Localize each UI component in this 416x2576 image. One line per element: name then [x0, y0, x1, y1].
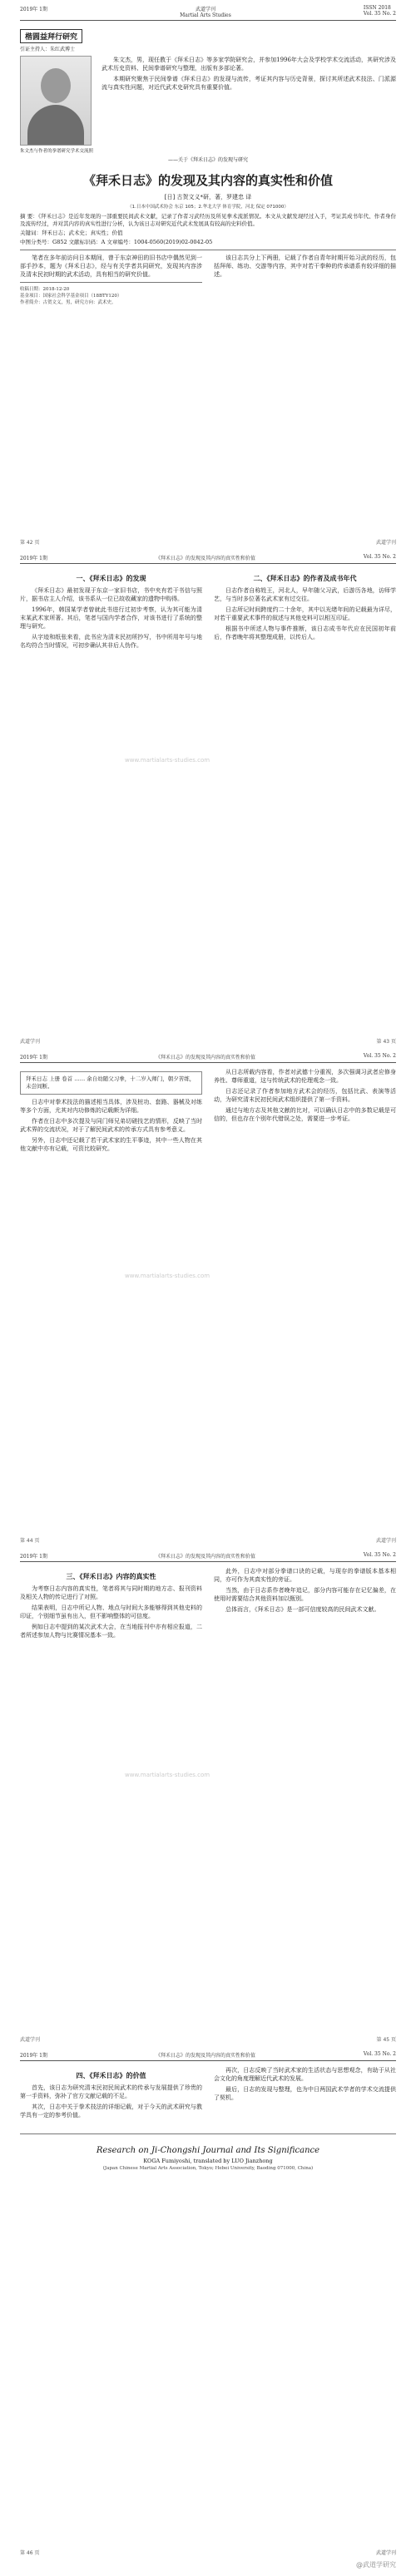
section-heading: 四、《拜禾日志》的价值 [76, 2072, 146, 2079]
host-intro [20, 56, 396, 154]
body-paragraph: 首先，该日志为研究清末民初民间武术的传承与发展提供了珍贵的第一手资料，弥补了官方文献记载的不足。 [20, 2084, 202, 2099]
page-5 [0, 2046, 416, 2576]
page-number: 第 43 页 [376, 1039, 396, 1045]
page-footer: 武道学刊 第 43 页 [20, 1039, 396, 1045]
portrait-caption: 朱文杰与作者的拳谱研究学术交流照 [20, 149, 94, 154]
keywords: 关键词：拜禾日志；武术史；真实性；价值 [20, 230, 123, 236]
watermark: www.martialarts-studies.com [125, 1273, 210, 1279]
abstract: 摘 要：《拜禾日志》是近年发现的一部重要民间武术文献，记录了作者习武经历及所见拳术流派情况。本文从文献发现经过入手，考证其成书年代、作者身份及流传经过，并对其内容的真实性进行分析，认为该日志对研究近代武术发展具有较高的史料价值。 [20, 213, 396, 227]
watermark: www.martialarts-studies.com [125, 757, 210, 764]
body-paragraph: 从日志所载内容看，作者对武德十分重视，多次强调习武者应修身养性、尊师重道，这与传统武术的伦理观念一致。 [214, 1069, 396, 1084]
body-paragraph: 此外，日志中对部分拳谱口诀的记载，与现存的拳谱版本基本相同，亦可作为其真实性的旁证。 [214, 1568, 396, 1583]
page-number: 第 44 页 [20, 1538, 40, 1544]
page-header [20, 5, 396, 21]
page-1 [0, 0, 416, 549]
body-paragraph: 其次，日志中关于拳术技法的详细记载，对于今天的武术研究与教学具有一定的参考价值。 [20, 2104, 202, 2119]
header-issue: 2019年 1期 [20, 7, 47, 12]
portrait-subtitle: ——关于《拜禾日志》的发现与研究 [167, 157, 248, 163]
body-columns [20, 254, 396, 306]
page-footer [20, 538, 396, 546]
header-vol: ISSN 2018 Vol. 35 No. 2 [363, 5, 396, 17]
page-number: 第 46 页 [20, 2550, 40, 2556]
body-paragraph: 从字迹和纸张来看，此书应为清末民初所抄写，书中所用年号与地名均符合当时情况，可初步确认其非后人伪作。 [20, 634, 202, 649]
footnote: 作者简介：古贺文义，男，研究方向：武术史。 [20, 300, 116, 305]
body-paragraph: 当然，由于日志系作者晚年追记，部分内容可能存在记忆偏差，在使用时需要结合其他资料加以甄别。 [214, 1587, 396, 1602]
body-paragraph: 最后，日志的发现与整理，也为中日两国武术学者的学术交流提供了契机。 [214, 2086, 396, 2101]
body-paragraph: 1996年，韩国某学者曾就此书进行过初步考察，认为其可能为清末某武术家所著。其后，笔者与国内学者合作，对该书进行了系统的整理与研究。 [20, 606, 202, 630]
source-brand: @武道学研究 [356, 2561, 396, 2569]
body-paragraph: 笔者在多年前访问日本期间，曾于东京神田的旧书店中偶然见到一部手抄本，题为《拜禾日志》，经与有关学者共同研究，发现其内容涉及清末民初时期的武术活动，具有相当的研究价值。 [20, 255, 202, 278]
body-column-left [20, 254, 202, 306]
page-2 [0, 549, 416, 1048]
section-heading: 二、《拜禾日志》的作者及成书年代 [253, 575, 357, 582]
body-paragraph: 总体而言，《拜禾日志》是一部可信度较高的民间武术文献。 [225, 1606, 380, 1613]
article-authors: [日] 古贺文义*研，著，罗建忠 译 [164, 194, 252, 200]
page-3 [0, 1048, 416, 1547]
body-column-right [214, 254, 396, 306]
body-paragraph: 日志作者自称姓王，河北人，早年随父习武，后游历各地，访师学艺，与当时多位著名武术家有过交往。 [214, 587, 396, 602]
page-header: 2019年 1期 《拜禾日志》的发现及其内容的真实性和价值 Vol. 35 No. 2 [20, 1053, 396, 1063]
watermark: www.martialarts-studies.com [125, 1772, 210, 1778]
article-title: 《拜禾日志》的发现及其内容的真实性和价值 [82, 173, 333, 188]
quoted-excerpt-box: 拜禾日志 上册 卷首 …… 余自幼随父习拳，十二岁入师门，朝夕苦练，未尝间断。 [20, 1071, 202, 1095]
body-paragraph: 通过与地方志及其他文献的比对，可以确认日志中的多数记载是可信的，但也存在个别年代错误之处，需要进一步考证。 [214, 1107, 396, 1122]
body-paragraph: 日志还记录了作者参加地方武术会的经历，包括比武、表演等活动，为研究清末民初民间武术组织提供了第一手资料。 [214, 1088, 396, 1103]
portrait-image [20, 56, 92, 146]
english-affiliation: (Japan Chinese Martial Arts Association, Tokyo; Hebei University, Baoding 071000, China) [102, 2166, 314, 2171]
english-title: Research on Ji-Chongshi Journal and Its Significance [96, 2146, 320, 2155]
body-paragraph: 日志所记时间跨度约二十余年，其中以光绪年间的记载最为详尽，对若干重要武术事件的叙述与其他史料可以相互印证。 [214, 606, 396, 621]
page-header: 2019年 1期 《拜禾日志》的发现及其内容的真实性和价值 Vol. 35 No. 2 [20, 2051, 396, 2061]
page-header: 2019年 1期 《拜禾日志》的发现及其内容的真实性和价值 Vol. 35 No. 2 [20, 554, 396, 564]
page-4 [0, 1547, 416, 2046]
body-paragraph: 为考察日志内容的真实性，笔者将其与同时期的地方志、报刊资料及相关人物的传记进行了对照。 [20, 1585, 202, 1600]
footer-journal: 武道学刊 [375, 540, 396, 546]
section-heading: 一、《拜禾日志》的发现 [76, 575, 146, 582]
page-footer: 第 44 页 武道学刊 [20, 1538, 396, 1544]
header-journal: 武道学刊 Martial Arts Studies [180, 7, 231, 18]
english-authors: KOGA Fumiyoshi, translated by LUO Jianzhong [143, 2158, 273, 2164]
intro-paragraph: 朱文杰，男，现任教于《拜禾日志》等多家学院研究会，并参加1996年大会及学校学术交流活动，其研究涉及武术历史资料、民间拳谱研究与整理，出版有多部论著。 [102, 57, 396, 72]
footnote: 基金项目：国家社会科学基金项目（18BTY120） [20, 294, 122, 299]
body-paragraph: 例如日志中提到的某次武术大会，在当地报刊中亦有相应报道，二者所述参加人物与比赛情况基本一致。 [20, 1624, 202, 1639]
body-paragraph: 再次，日志反映了当时武术家的生活状态与思想观念，有助于从社会文化的角度理解近代武术的发展。 [214, 2067, 396, 2082]
page-header: 2019年 1期 《拜禾日志》的发现及其内容的真实性和价值 Vol. 35 No. 2 [20, 1552, 396, 1562]
section-heading: 三、《拜禾日志》内容的真实性 [66, 1573, 156, 1580]
page-footer: 第 46 页 武道学刊 [20, 2550, 396, 2556]
classification: 中图分类号：G852 文献标识码：A 文章编号：1004-0560(2019)02-0042-05 [20, 239, 213, 245]
host-intro-text [102, 56, 396, 154]
body-paragraph: 结果表明，日志中所记人物、地点与时间大多能够得到其他史料的印证，个别细节虽有出入，但不影响整体的可信度。 [20, 1604, 202, 1619]
body-paragraph: 《拜禾日志》最初发现于东京一家旧书店，书中夹有若干书信与照片，据书店主人介绍，该书系从一位已故收藏家的遗物中购得。 [20, 587, 202, 602]
body-paragraph: 根据书中所述人物与事件推断，该日志成书年代应在民国初年前后，作者晚年将其整理成册，以传后人。 [214, 625, 396, 640]
column-host: 引证主持人：朱红武博士 [20, 47, 76, 52]
column-tag: 楷圆益拜行研究 [20, 29, 82, 43]
body-paragraph: 日志中对拳术技法的描述相当具体，涉及桩功、套路、器械及对练等多个方面，尤其对内功修炼的记载颇为详细。 [20, 1099, 202, 1114]
body-paragraph: 作者在日志中多次提及与同门师兄弟切磋技艺的情形，反映了当时武术界的交流状况，对于了解民间武术的传承方式具有参考意义。 [20, 1118, 202, 1133]
page-number: 第 45 页 [376, 2037, 396, 2043]
footnote: 收稿日期：2018-12-20 [20, 287, 70, 292]
body-paragraph: 另外，日志中还记载了若干武术家的生平事迹，其中一些人物在其他文献中亦有记载，可资比较研究。 [20, 1137, 202, 1152]
article-affiliation: （1.日本中国武术协会 东京 105；2.华北大学 体育学院，河北 保定 071000） [127, 205, 289, 210]
page-number: 第 42 页 [20, 540, 40, 546]
page-footer: 武道学刊 第 45 页 [20, 2037, 396, 2043]
intro-paragraph: 本期研究聚焦于民间拳谱《拜禾日志》的发现与流传，考证其内容与历史背景，探讨其所述武术技法、门派源流与真实性问题，对近代武术史研究具有重要价值。 [102, 76, 396, 91]
portrait-block [20, 56, 93, 154]
body-paragraph: 该日志共分上下两册，记载了作者自青年时期开始习武的经历，包括拜师、练功、交游等内容，其中对若干拳种的传承谱系有较详细的描述。 [214, 255, 396, 278]
